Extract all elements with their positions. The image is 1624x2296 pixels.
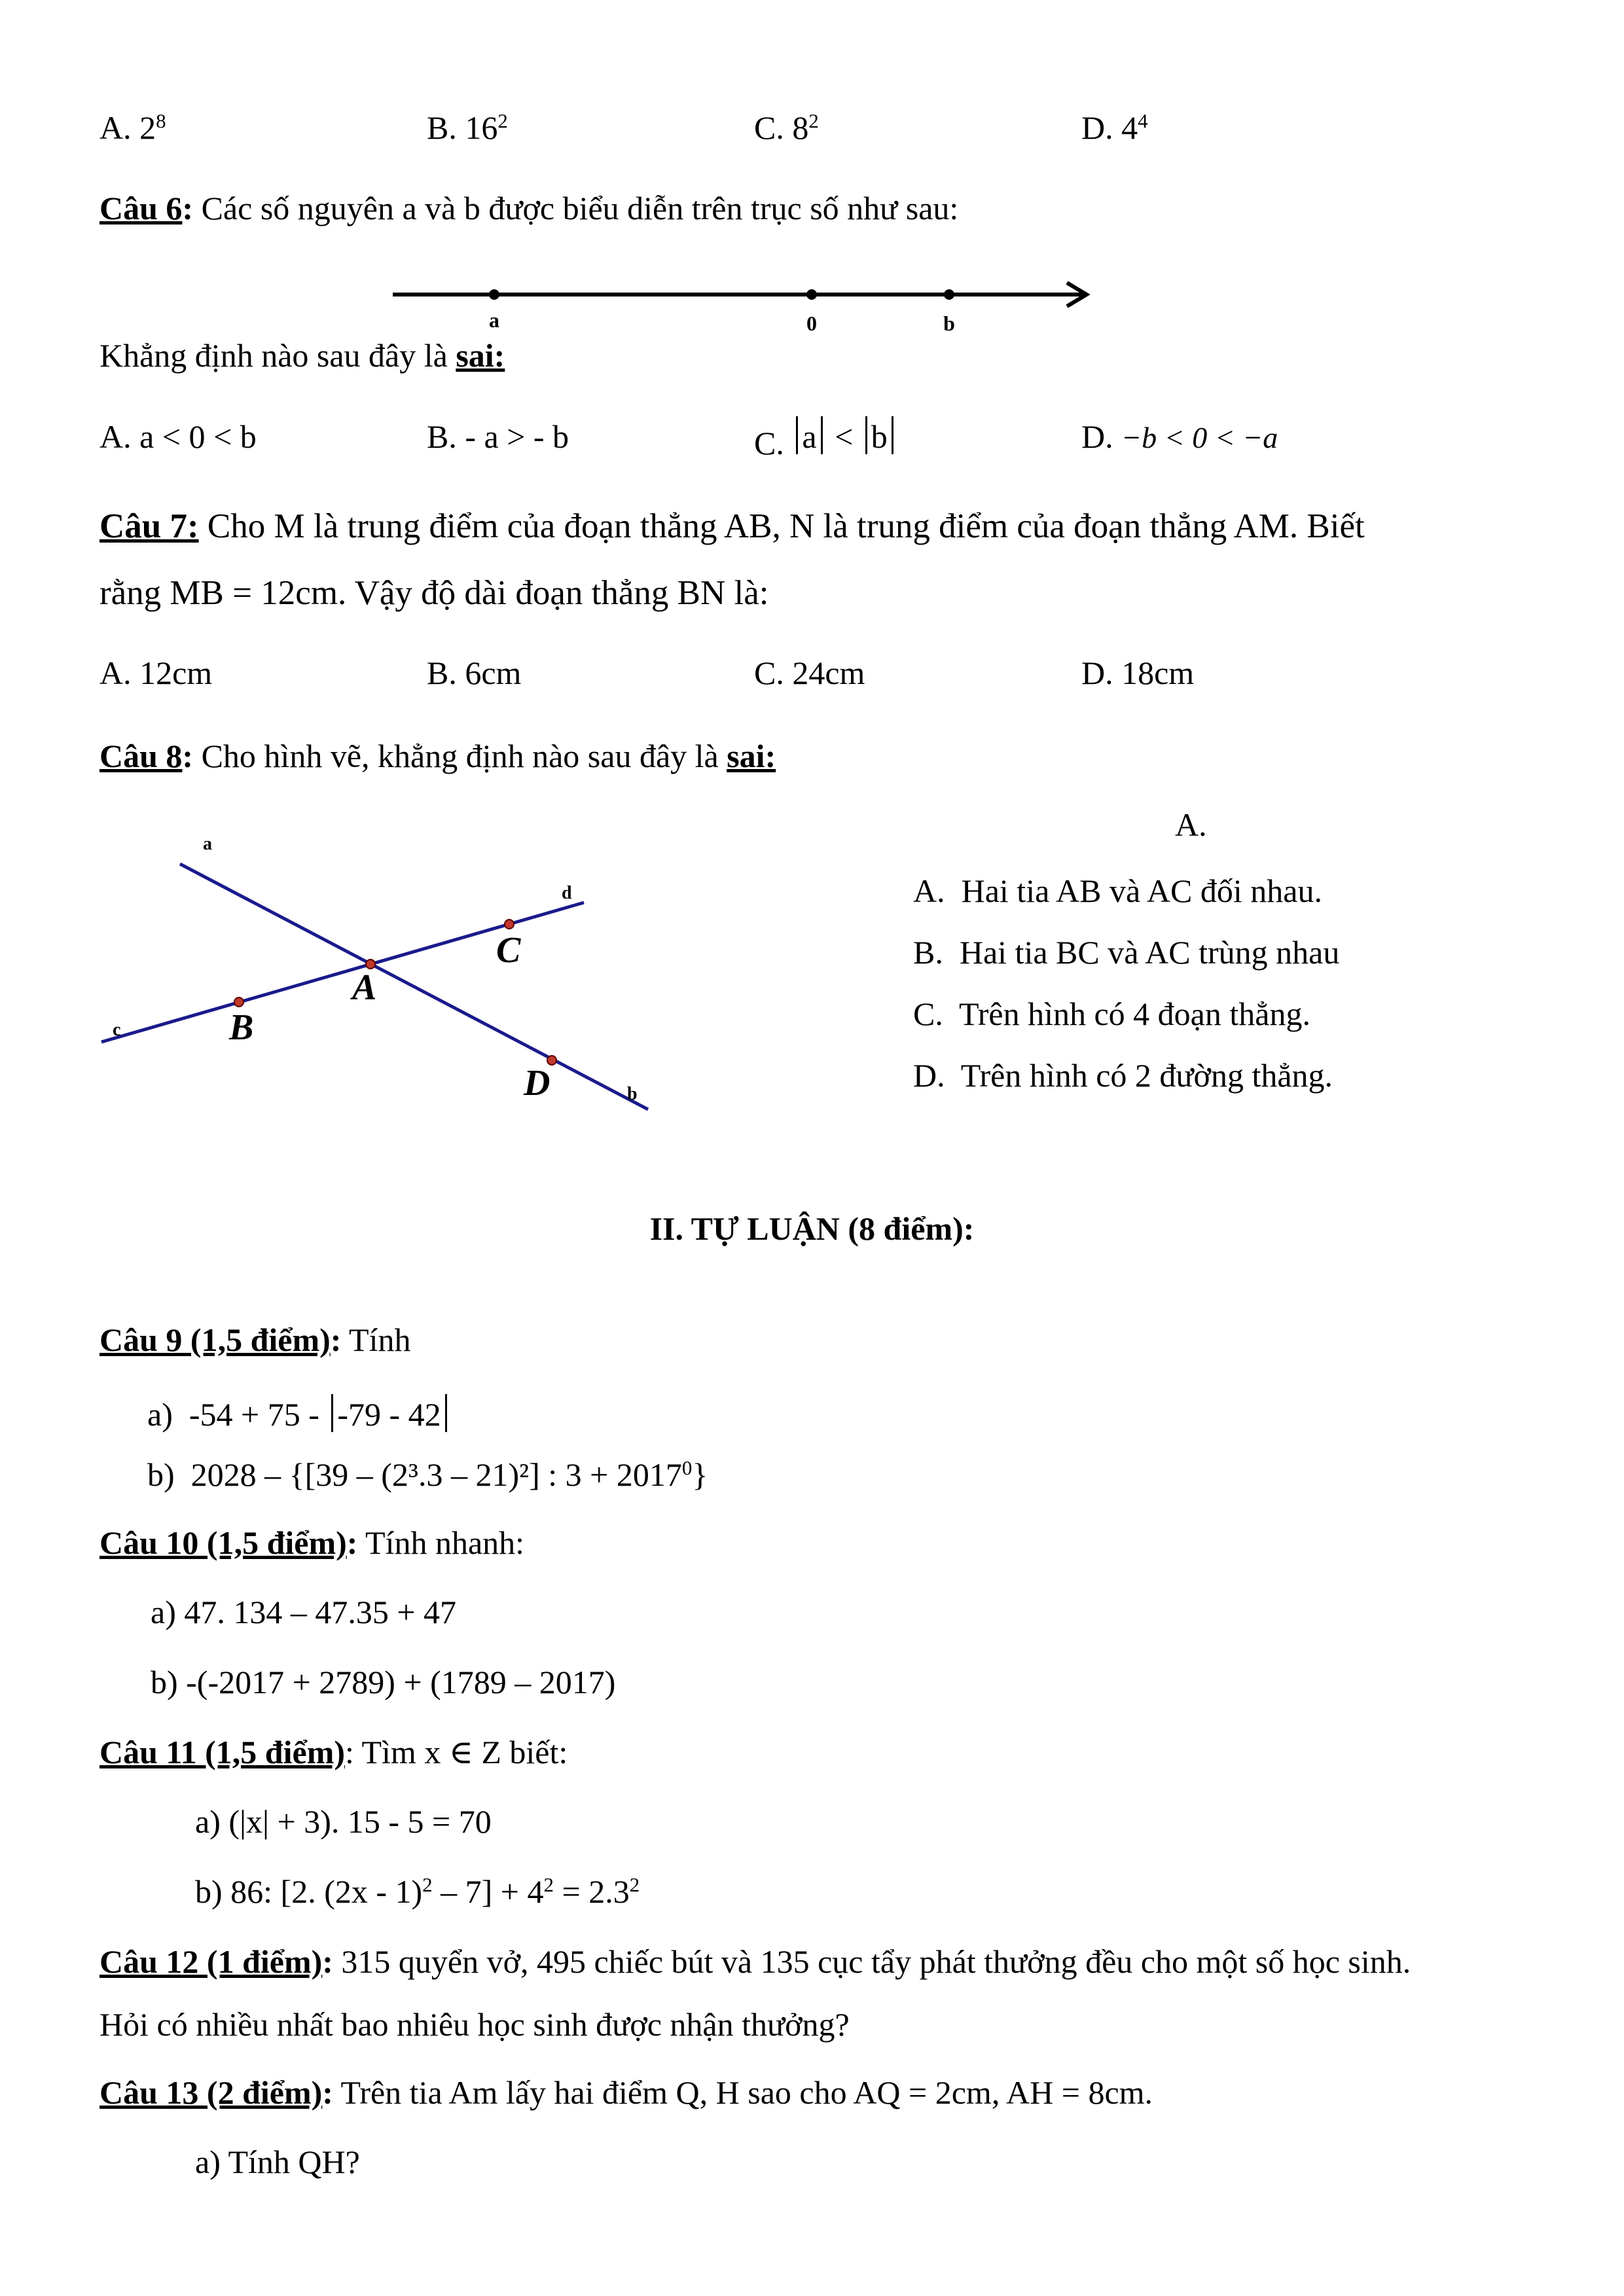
q6-option-c: C. a < b <box>754 416 897 454</box>
q8-option-a: A. Hai tia AB và AC đối nhau. <box>913 872 1322 909</box>
q12-line1: Câu 12 (1 điểm): 315 quyển vở, 495 chiếc bút và 135 cục tẩy phát thưởng đều cho một số học sinh. <box>99 1943 1411 1980</box>
q8-figure <box>92 831 668 1132</box>
q6-option-a: A. a < 0 < b <box>99 418 257 455</box>
q5-option-b: B. $16^2$ <box>427 109 508 146</box>
q7-label: Câu 7: <box>99 507 199 545</box>
q12-line2: Hỏi có nhiều nhất bao nhiêu học sinh được nhận thưởng? <box>99 2006 850 2043</box>
point-b-dot <box>944 289 954 300</box>
q7-line1: Câu 7: Cho M là trung điểm của đoạn thẳng AB, N là trung điểm của đoạn thẳng AM. Biết <box>99 507 1365 545</box>
q8-label: Câu 8 <box>99 738 183 774</box>
q8-statement: Câu 8: Cho hình vẽ, khẳng định nào sau đây là sai: <box>99 738 776 774</box>
q5-option-a: A. $2^8$ <box>99 109 166 146</box>
q5-option-c: C. $8^2$ <box>754 109 819 146</box>
q12-label: Câu 12 (1 điểm) <box>99 1943 323 1980</box>
line-ab <box>180 864 648 1109</box>
q5-option-d: D. $4^4$ <box>1081 109 1148 146</box>
q9-label: Câu 9 (1,5 điểm) <box>99 1321 331 1358</box>
q10-part-b: b) -(-2017 + 2789) + (1789 – 2017) <box>151 1664 616 1700</box>
q10-label: Câu 10 (1,5 điểm) <box>99 1524 347 1561</box>
q7-line2: rằng MB = 12cm. Vậy độ dài đoạn thẳng BN là: <box>99 574 769 612</box>
q11-label: Câu 11 (1,5 điểm) <box>99 1734 345 1770</box>
line-c-label: c <box>113 1020 121 1040</box>
point-C-dot <box>505 920 514 929</box>
q8-option-b: B. Hai tia BC và AC trùng nhau <box>913 934 1340 971</box>
line-d-label: d <box>562 883 572 903</box>
q6-prompt: Khẳng định nào sau đây là sai: <box>99 337 505 374</box>
q7-option-b: B. 6cm <box>427 655 522 691</box>
q11-part-a: a) (|x| + 3). 15 - 5 = 70 <box>195 1803 492 1840</box>
q8-stray-option: A. <box>1175 806 1207 843</box>
point-zero-label: 0 <box>806 312 817 335</box>
q6-statement: Câu 6: Các số nguyên a và b được biểu diễn trên trục số như sau: <box>99 190 959 226</box>
point-C-label: C <box>496 930 521 971</box>
q6-label: Câu 6 <box>99 190 183 226</box>
q9-part-b: b) 2028 – {[39 – (2³.3 – 21)²] : $3 + 2017^0$} <box>147 1456 708 1493</box>
q9-statement: Câu 9 (1,5 điểm): Tính <box>99 1321 411 1358</box>
point-A-label: A <box>352 967 377 1008</box>
q7-option-c: C. 24cm <box>754 655 865 691</box>
q11-part-b: b) 86: [2. $(2x - 1)^2 - 7] + 4^2 = 2.3^2$ <box>195 1873 640 1910</box>
q10-statement: Câu 10 (1,5 điểm): Tính nhanh: <box>99 1524 525 1561</box>
point-B-dot <box>234 997 244 1007</box>
section-title: II. TỰ LUẬN (8 điểm): <box>649 1210 975 1247</box>
q8-option-c: C. Trên hình có 4 đoạn thẳng. <box>913 996 1310 1032</box>
q6-option-b: B. - a > - b <box>427 418 569 455</box>
point-B-label: B <box>229 1007 254 1048</box>
q11-statement: Câu 11 (1,5 điểm): Tìm x ∈ Z biết: <box>99 1734 568 1770</box>
point-D-label: D <box>524 1063 550 1103</box>
q7-option-a: A. 12cm <box>99 655 213 691</box>
q13-label: Câu 13 (2 điểm) <box>99 2074 323 2111</box>
q6-option-d: D. −b < 0 < −a <box>1081 418 1278 455</box>
number-line <box>386 275 1106 340</box>
point-zero-dot <box>806 289 817 300</box>
line-b-label: b <box>627 1084 638 1104</box>
q13-statement: Câu 13 (2 điểm): Trên tia Am lấy hai điểm Q, H sao cho AQ = 2cm, AH = 8cm. <box>99 2074 1153 2111</box>
point-a-dot <box>489 289 499 300</box>
point-a-label: a <box>489 308 499 332</box>
q7-option-d: D. 18cm <box>1081 655 1195 691</box>
q9-part-a: a) -54 + 75 - -79 - 42 <box>147 1394 451 1432</box>
line-a-label: a <box>203 834 212 854</box>
q13-part-a: a) Tính QH? <box>195 2144 360 2180</box>
point-b-label: b <box>943 312 955 335</box>
q10-part-a: a) 47. 134 – 47.35 + 47 <box>151 1594 457 1630</box>
q8-option-d: D. Trên hình có 2 đường thẳng. <box>913 1057 1333 1094</box>
